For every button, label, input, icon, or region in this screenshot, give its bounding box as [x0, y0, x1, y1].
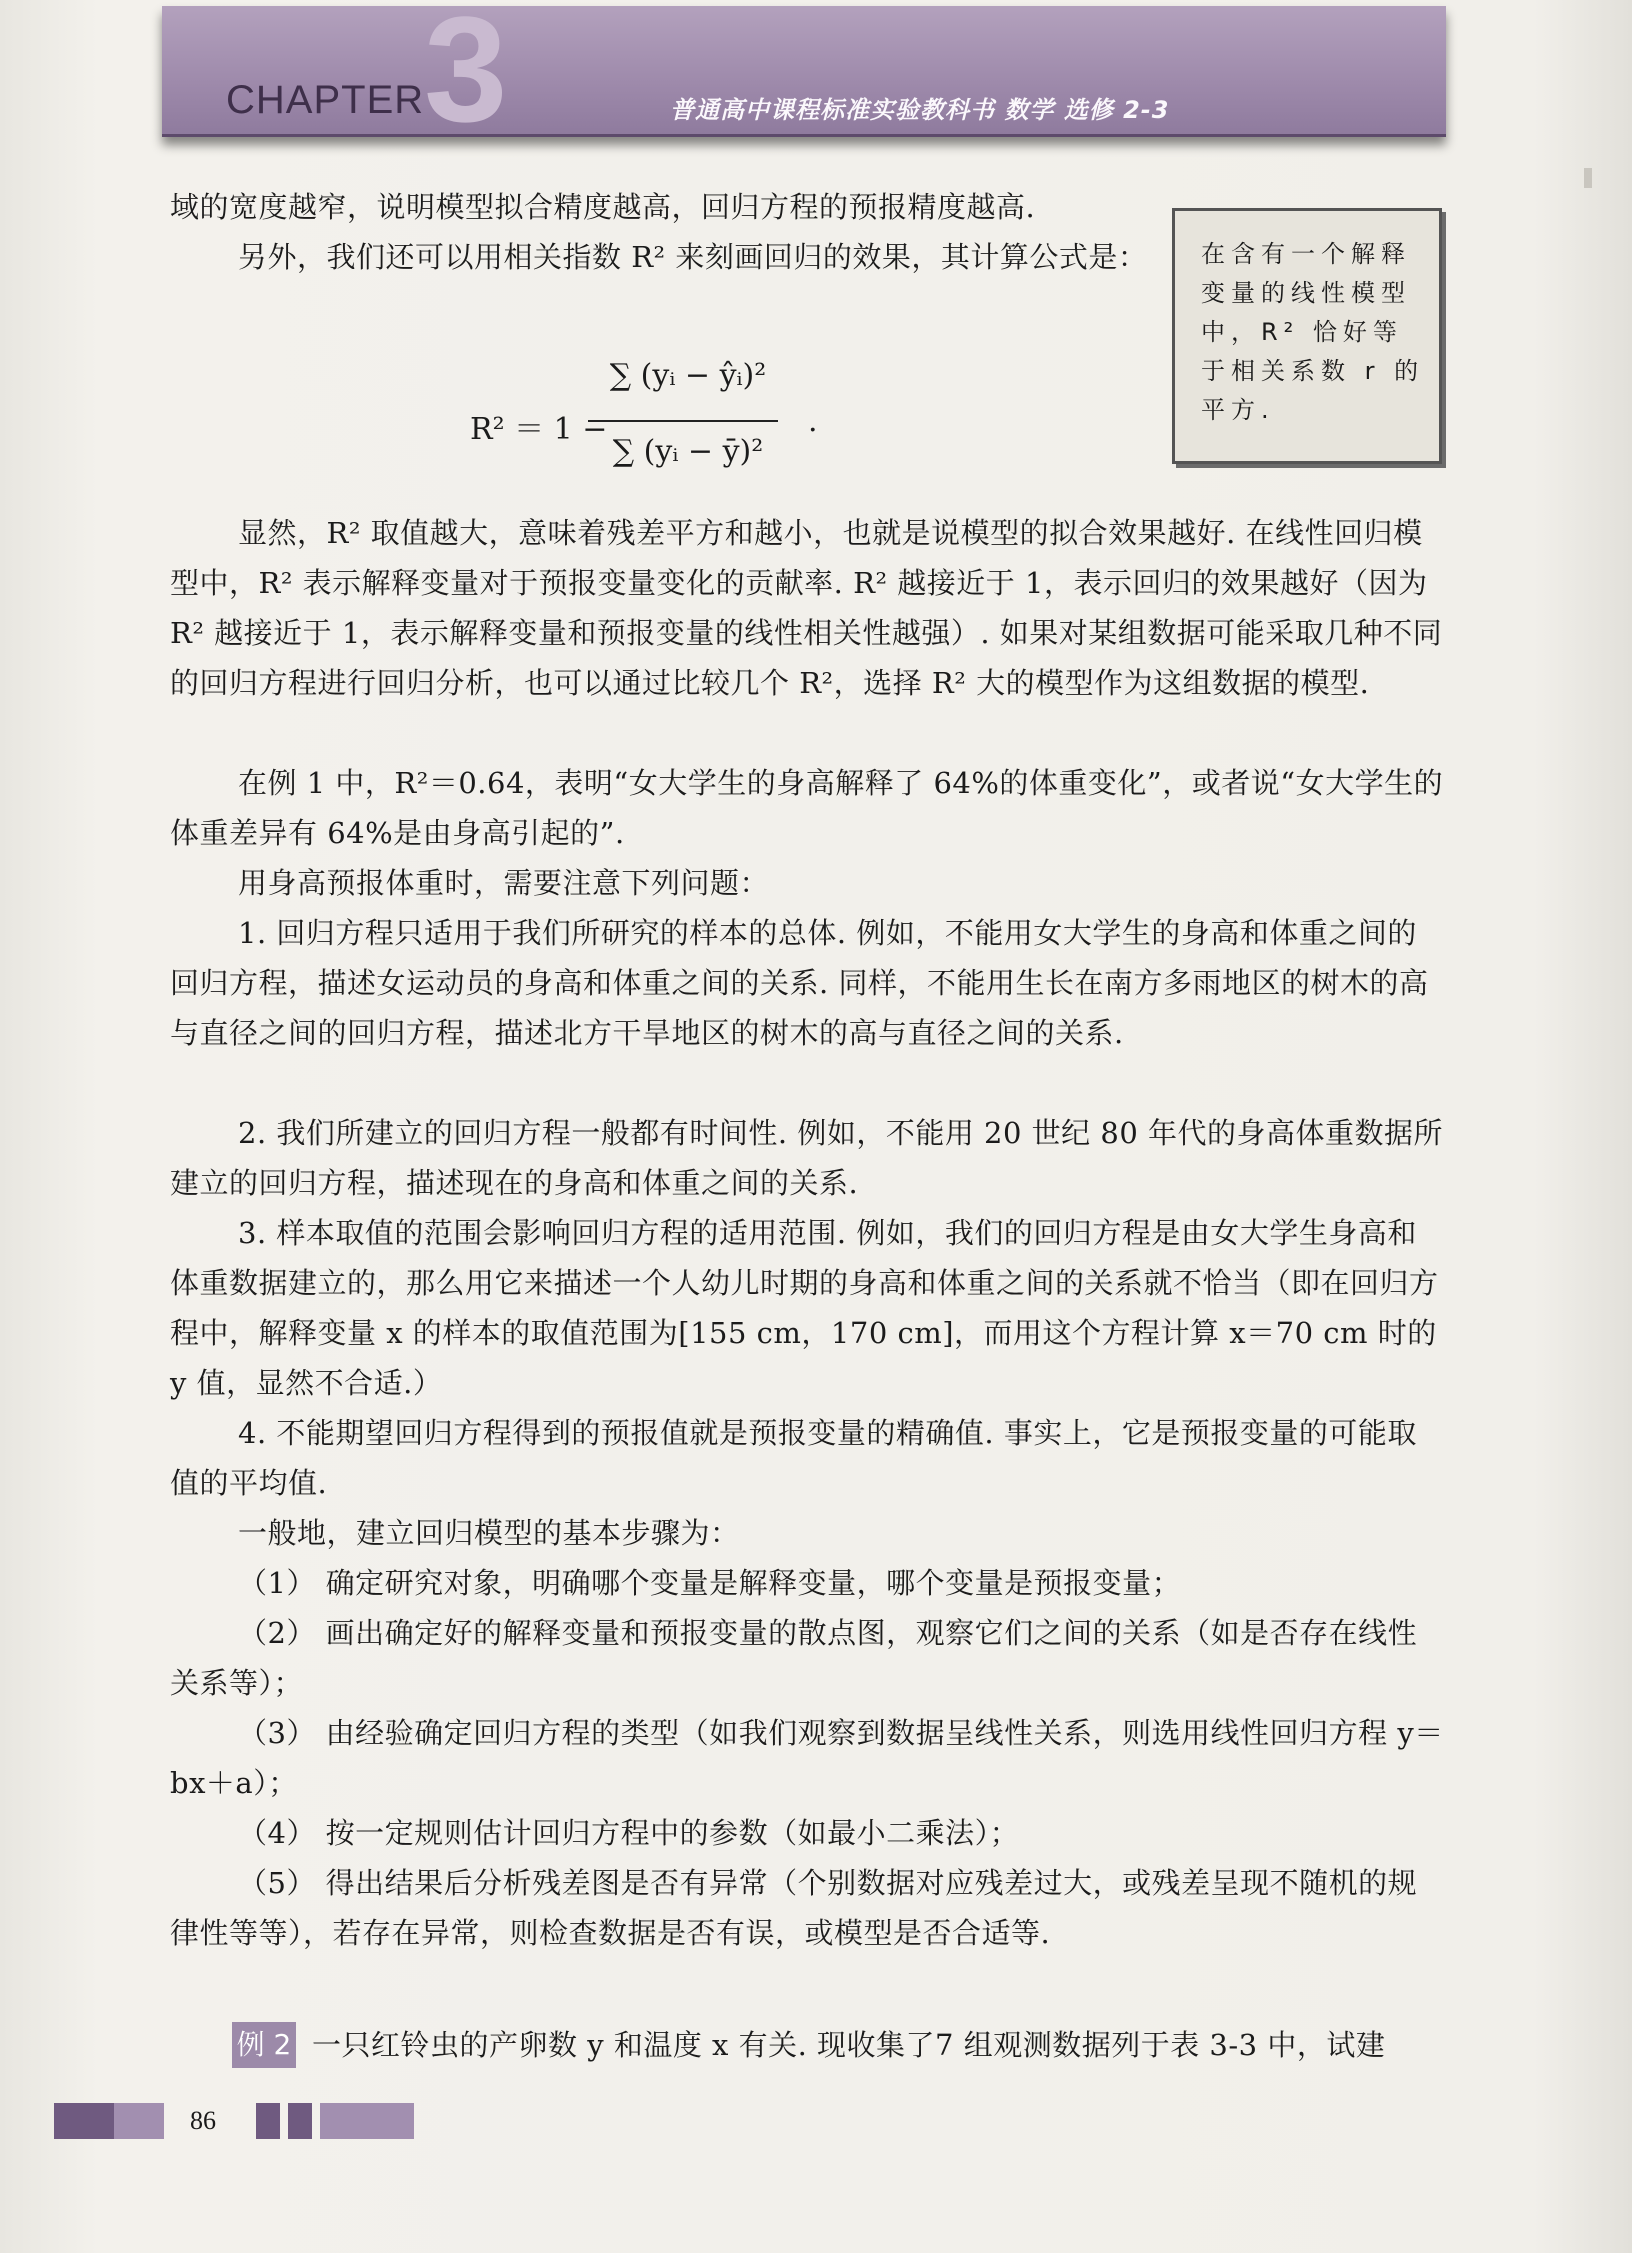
paragraph-3: 显然，R² 取值越大，意味着残差平方和越小，也就是说模型的拟合效果越好. 在线性回归模型中，R² 表示解释变量对于预报变量变化的贡献率. R² 越接近于 1，表示回归的效果越好（因为 R² 越接近于 1，表示解释变量和预报变量的线性相关性越强）. 如果对某组数据可能采取几种不同的回归方程进行回归分析，也可以通过比较几个 R²，选择 R² 大的模型作为这组数据的模型. [170, 516, 1443, 700]
paragraph-2: 另外，我们还可以用相关指数 R² 来刻画回归的效果，其计算公式是： [238, 240, 1148, 274]
margin-note [1172, 208, 1442, 464]
example-text: 一只红铃虫的产卵数 y 和温度 x 有关. 现收集了7 组观测数据列于表 3-3 中，试建 [312, 2028, 1386, 2062]
fraction-bar [588, 420, 778, 422]
paragraph-7: 2. 我们所建立的回归方程一般都有时间性. 例如，不能用 20 世纪 80 年代的身高体重数据所建立的回归方程，描述现在的身高和体重之间的关系. [170, 1116, 1444, 1200]
footer-bar-block-1 [256, 2103, 280, 2139]
chapter-header [162, 0, 1446, 153]
step-3: （3） 由经验确定回归方程的类型（如我们观察到数据呈线性关系，则选用线性回归方程 y＝bx＋a）； [170, 1716, 1444, 1800]
formula-lhs: R² ＝ 1 − [470, 412, 608, 447]
paragraph-6: 1. 回归方程只适用于我们所研究的样本的总体. 例如，不能用女大学生的身高和体重之间的回归方程，描述女运动员的身高和体重之间的关系. 同样，不能用生长在南方多雨地区的树木的高与直径之间的回归方程，描述北方干旱地区的树木的高与直径之间的关系. [170, 916, 1429, 1050]
paragraph-9: 4. 不能期望回归方程得到的预报值就是预报变量的精确值. 事实上，它是预报变量的可能取值的平均值. [170, 1416, 1417, 1500]
page-number: 86 [190, 2106, 216, 2135]
footer-bar-left [54, 2103, 114, 2139]
paragraph-1: 域的宽度越窄，说明模型拟合精度越高，回归方程的预报精度越高. [170, 190, 1036, 224]
example-label: 例 2 [232, 2022, 296, 2068]
step-1: （1） 确定研究对象，明确哪个变量是解释变量，哪个变量是预报变量； [238, 1566, 1182, 1600]
margin-mark [1584, 168, 1592, 188]
margin-note-text: 在含有一个解释变量的线性模型中，R² 恰好等于相关系数 r 的平方. [1201, 240, 1425, 424]
step-5: （5） 得出结果后分析残差图是否有异常（个别数据对应残差过大，或残差呈现不随机的规律性等等），若存在异常，则检查数据是否有误，或模型是否合适等. [170, 1866, 1418, 1950]
footer-bar-left-light [114, 2103, 164, 2139]
formula-fraction [588, 352, 788, 502]
formula-numerator: ∑ (yᵢ − ŷᵢ)² [609, 358, 767, 393]
formula-end: . [808, 404, 818, 439]
series-title: 普通高中课程标准实验教科书 数学 选修 2-3 [670, 96, 1170, 124]
paragraph-4: 在例 1 中，R²＝0.64，表明“女大学生的身高解释了 64%的体重变化”，或者说“女大学生的体重差异有 64%是由身高引起的”. [170, 766, 1444, 850]
step-4: （4） 按一定规则估计回归方程中的参数（如最小二乘法）； [238, 1816, 1020, 1850]
step-2: （2） 画出确定好的解释变量和预报变量的散点图，观察它们之间的关系（如是否存在线性关系等）； [170, 1616, 1418, 1700]
paragraph-5: 用身高预报体重时，需要注意下列问题： [238, 866, 770, 900]
chapter-number: 3 [424, 0, 508, 153]
formula-denominator: ∑ (yᵢ − ȳ)² [612, 434, 764, 469]
footer-bar-block-2 [288, 2103, 312, 2139]
r-squared-formula [470, 352, 870, 502]
footer-bar-right [320, 2103, 414, 2139]
paragraph-8: 3. 样本取值的范围会影响回归方程的适用范围. 例如，我们的回归方程是由女大学生身高和体重数据建立的，那么用它来描述一个人幼儿时期的身高和体重之间的关系就不恰当（即在回归方程中，解释变量 x 的样本的取值范围为[155 cm，170 cm]，而用这个方程计算 x＝70 cm 时的 y 值，显然不合适.） [170, 1216, 1439, 1400]
paragraph-10: 一般地，建立回归模型的基本步骤为： [238, 1516, 740, 1550]
chapter-label: CHAPTER [226, 78, 425, 122]
